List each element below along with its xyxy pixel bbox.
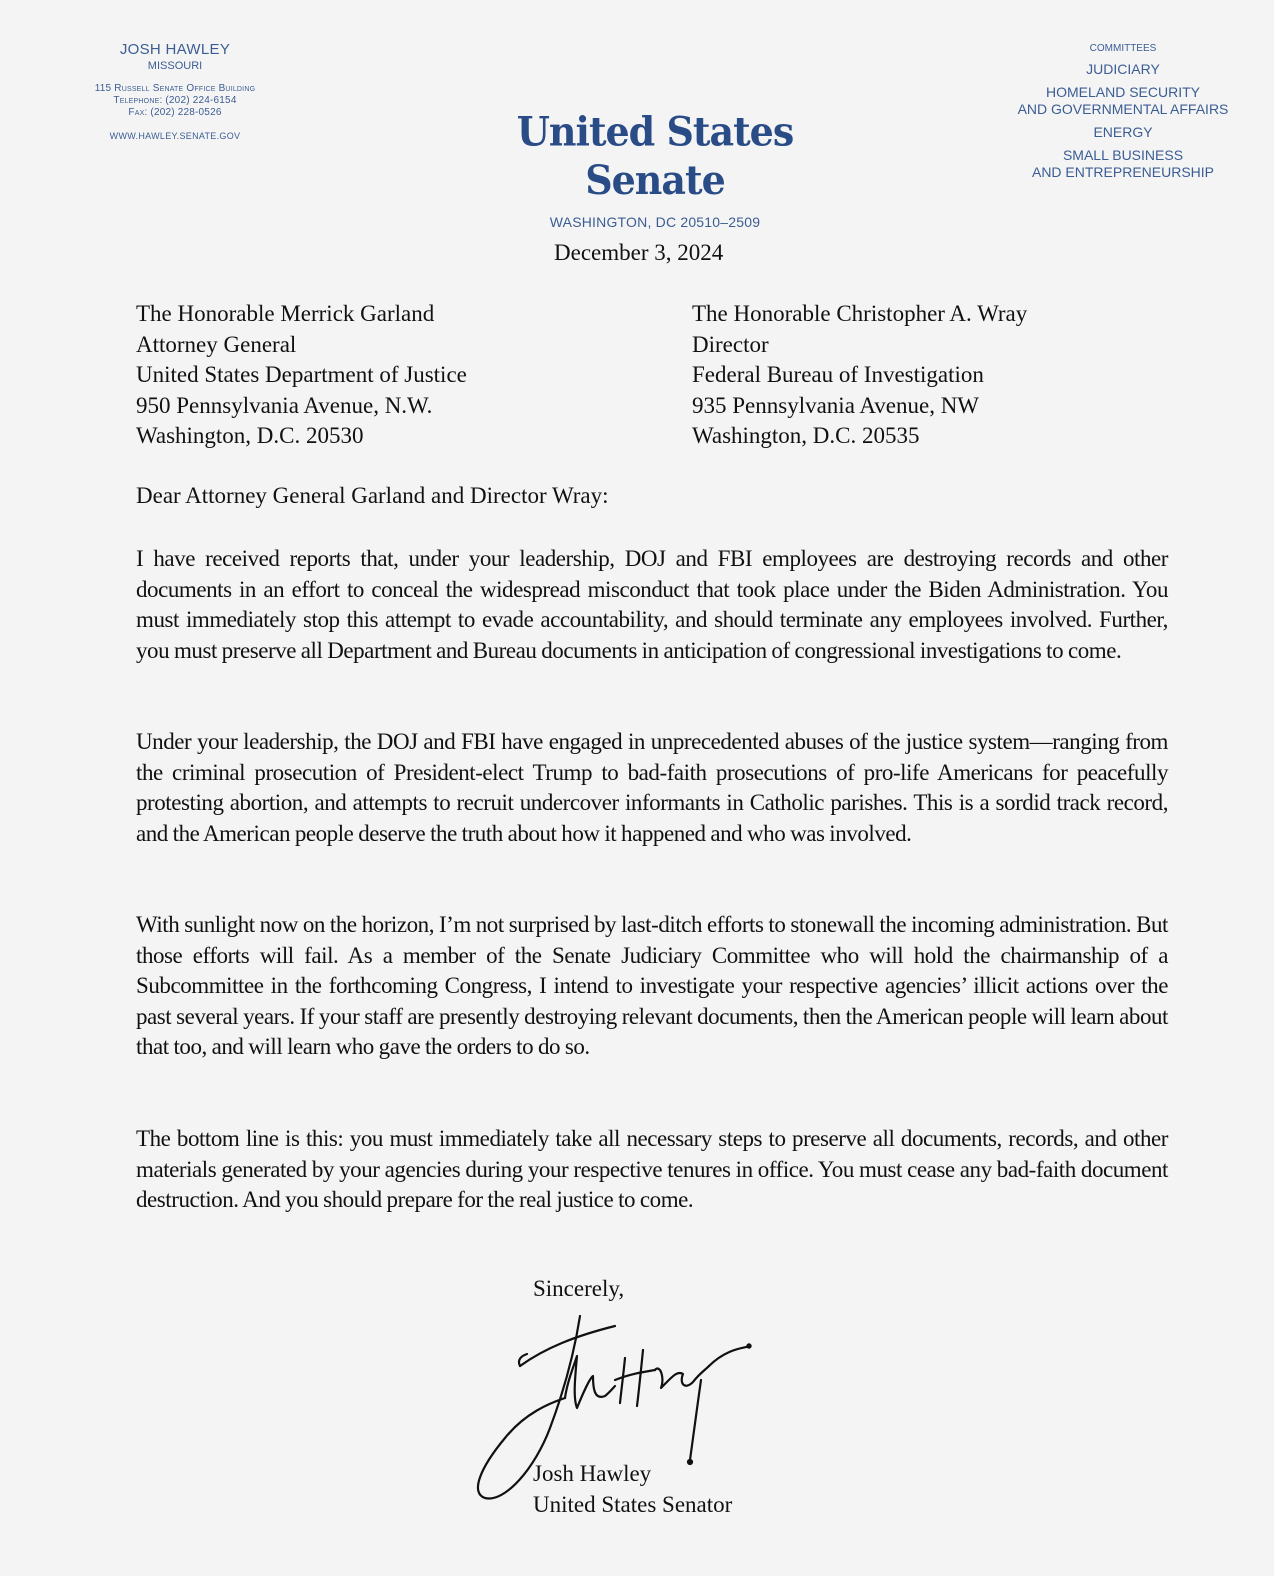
closing: Sincerely, [533, 1276, 625, 1301]
committees-block [995, 42, 1251, 181]
committee-item [995, 84, 1251, 118]
body-paragraph: I have received reports that, under your leadership, DOJ and FBI employees are destroying records and other documents in an effort to conceal the widespread misconduct that took place under the Biden Administration. You must immediately stop this attempt to evade accountability, and should terminate any employees involved. Further, you must preserve all Department and Bureau documents in anticipation of congressional investigations to come. [136, 546, 1168, 663]
committee-line: JUDICIARY [1086, 61, 1160, 77]
sender-website: WWW.HAWLEY.SENATE.GOV [109, 131, 241, 141]
sender-contact [55, 83, 295, 119]
committee-line: HOMELAND SECURITY [1045, 84, 1201, 100]
address-line: Federal Bureau of Investigation [692, 362, 984, 387]
address-line: Director [692, 331, 769, 357]
sender-state: MISSOURI [147, 60, 203, 72]
address-line: Attorney General [136, 331, 297, 357]
recipient-address-wray [692, 299, 1027, 452]
address-line: Washington, D.C. 20530 [136, 423, 364, 448]
committee-line: AND GOVERNMENTAL AFFAIRS [1017, 101, 1229, 117]
body-paragraph: Under your leadership, the DOJ and FBI have engaged in unprecedented abuses of the justice system—ranging from the criminal prosecution of President-elect Trump to bad-faith prosecutions of pro-life Americans for peacefully protesting abortion, and attempts to recruit undercover informants in Catholic parishes. This is a sordid track record, and the American people deserve the truth about how it happened and who was involved. [136, 729, 1168, 846]
address-line: The Honorable Merrick Garland [136, 301, 435, 326]
recipient-address-garland [136, 299, 467, 452]
address-line: 935 Pennsylvania Avenue, NW [692, 392, 980, 418]
signer-name: Josh Hawley [533, 1461, 652, 1486]
committees-heading: COMMITTEES [1089, 43, 1157, 54]
sender-name: JOSH HAWLEY [119, 41, 231, 58]
institution-city: WASHINGTON, DC 20510–2509 [549, 214, 761, 230]
sender-office: 115 Russell Senate Office Building [94, 83, 256, 94]
institution-title: United States Senate [516, 107, 794, 204]
address-line: 950 Pennsylvania Avenue, N.W. [136, 392, 433, 418]
committee-line: ENERGY [1093, 124, 1153, 140]
address-line: The Honorable Christopher A. Wray [692, 301, 1028, 326]
committee-item [995, 61, 1251, 78]
address-line: Washington, D.C. 20535 [692, 423, 920, 448]
committee-line: AND ENTREPRENEURSHIP [1031, 164, 1215, 180]
body-paragraph: The bottom line is this: you must immediately take all necessary steps to preserve all documents, records, and other materials generated by your agencies during your respective tenures in office. You must cease any bad-faith document destruction. And you should prepare for the real justice to come. [136, 1126, 1168, 1212]
committee-item [995, 147, 1251, 181]
sender-telephone: Telephone: (202) 224-6154 [113, 95, 237, 106]
salutation: Dear Attorney General Garland and Director Wray: [136, 483, 609, 508]
letter-date: December 3, 2024 [554, 240, 724, 265]
signer-title: United States Senator [533, 1492, 733, 1517]
sender-fax: Fax: (202) 228-0526 [128, 107, 222, 118]
sender-block [55, 40, 295, 141]
body-paragraph: With sunlight now on the horizon, I’m not surprised by last-ditch efforts to stonewall the incoming administration. But those efforts will fail. As a member of the Senate Judiciary Committee who will hold the chairmanship of a Subcommittee in the forthcoming Congress, I intend to investigate your respective agencies’ illicit actions over the past several years. If your staff are presently destroying relevant documents, then the American people will learn about that too, and will learn who gave the orders to do so. [136, 912, 1168, 1059]
committee-line: SMALL BUSINESS [1062, 147, 1184, 163]
committee-item [995, 124, 1251, 141]
address-line: United States Department of Justice [136, 362, 467, 387]
institution-block [460, 107, 850, 230]
signer-block [533, 1458, 732, 1520]
